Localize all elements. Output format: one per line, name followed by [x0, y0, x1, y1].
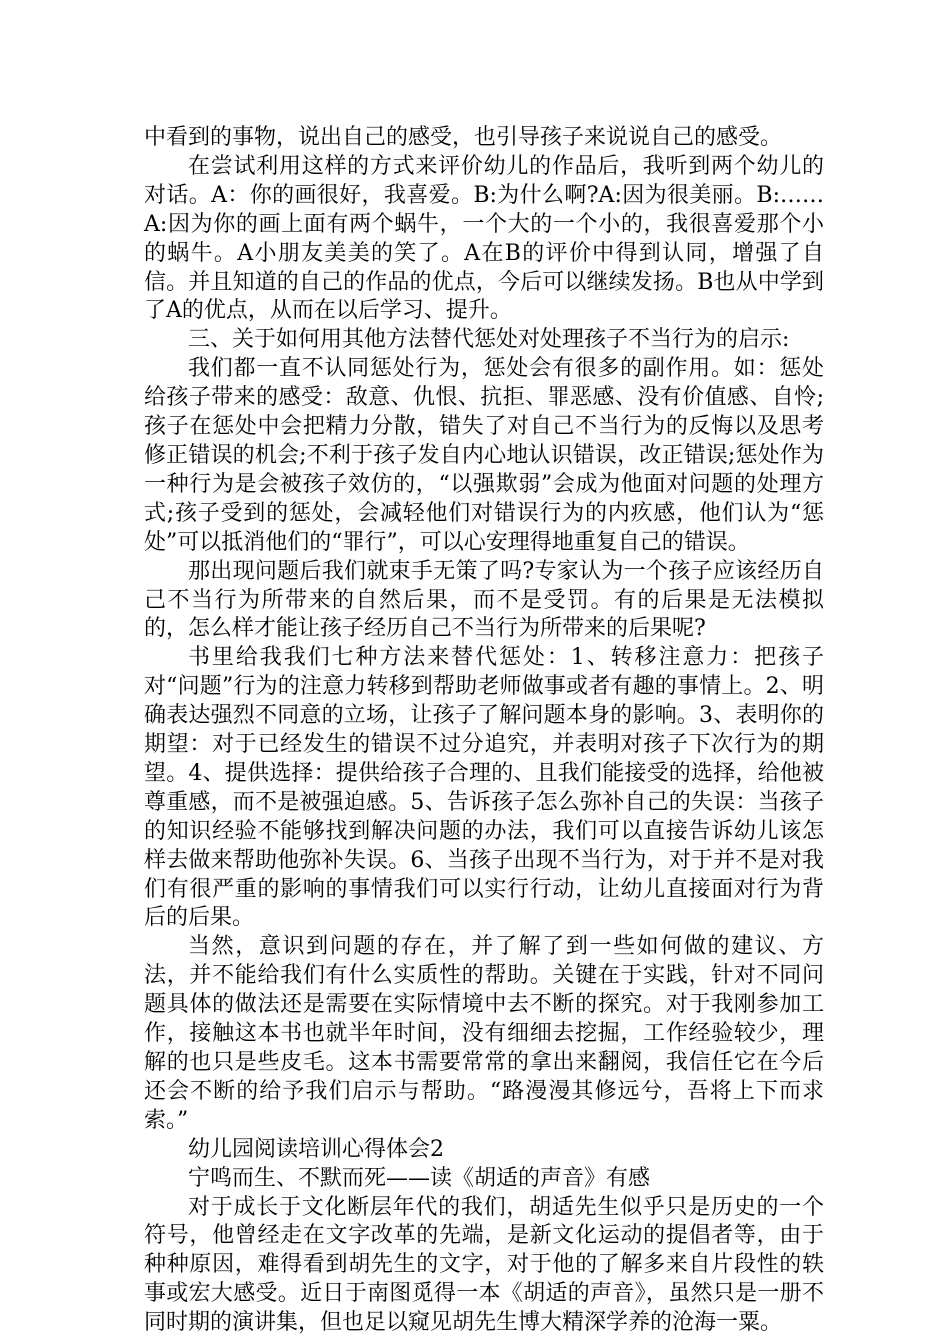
paragraph-punishment-effects: 我们都一直不认同惩处行为，惩处会有很多的副作用。如：惩处给孩子带来的感受：敌意、仇恨、抗拒、罪恶感、没有价值感、自怜;孩子在惩处中会把精力分散，错失了对自己不当行为的反悔以及思考修正错误的机会;不利于孩子发自内心地认识错误，改正错误;惩处作为一种行为是会被孩子效仿的，“以强欺弱”会成为他面对问题的处理方式;孩子受到的惩处，会减轻他们对错误行为的内疚感，他们认为“惩处”可以抵消他们的“罪行”，可以心安理得地重复自己的错误。 — [144, 356, 824, 555]
paragraph-natural-consequences: 那出现问题后我们就束手无策了吗?专家认为一个孩子应该经历自己不当行为所带来的自然后果，而不是受罚。有的后果是无法模拟的，怎么样才能让孩子经历自己不当行为所带来的后果呢? — [144, 558, 824, 642]
essay-subtitle-hushi: 宁鸣而生、不默而死——读《胡适的声音》有感 — [188, 1165, 651, 1191]
paragraph-seven-methods: 书里给我我们七种方法来替代惩处：1、转移注意力：把孩子对“问题”行为的注意力转移到帮助老师做事或者有趣的事情上。2、明确表达强烈不同意的立场，让孩子了解问题本身的影响。3、表明你的期望：对于已经发生的错误不过分追究，并表明对孩子下次行为的期望。4、提供选择：提供给孩子合理的、且我们能接受的选择，给他被尊重感，而不是被强迫感。5、告诉孩子怎么弥补自己的失误：当孩子的知识经验不能够找到解决问题的办法，我们可以直接告诉幼儿该怎样去做来帮助他弥补失误。6、当孩子出现不当行为，对于并不是对我们有很严重的影响的事情我们可以实行行动，让幼儿直接面对行为背后的后果。 — [144, 645, 824, 931]
paragraph-conclusion: 当然，意识到问题的存在，并了解了到一些如何做的建议、方法，并不能给我们有什么实质性的帮助。关键在于实践，针对不同问题具体的做法还是需要在实际情境中去不断的探究。对于我刚参加工作，接触这本书也就半年时间，没有细细去挖掘，工作经验较少，理解的也只是些皮毛。这本书需要常常的拿出来翻阅，我信任它在今后还会不断的给予我们启示与帮助。“路漫漫其修远兮，吾将上下而求索。” — [144, 934, 824, 1133]
paragraph-hushi-intro: 对于成长于文化断层年代的我们，胡适先生似乎只是历史的一个符号，他曾经走在文字改革的先端，是新文化运动的提倡者等，由于种种原因，难得看到胡先生的文字，对于他的了解多来自片段性的轶事或宏大感受。近日于南图觅得一本《胡适的声音》，虽然只是一册不同时期的演讲集，但也足以窥见胡先生博大精深学养的沧海一粟。 — [144, 1194, 824, 1336]
paragraph-continuation: 中看到的事物，说出自己的感受，也引导孩子来说说自己的感受。 — [144, 125, 783, 150]
paragraph-dialogue: 在尝试利用这样的方式来评价幼儿的作品后，我听到两个幼儿的对话。A：你的画很好，我喜爱。B:为什么啊?A:因为很美丽。B:……A:因为你的画上面有两个蜗牛，一个大的一个小的，我很喜爱那个小的蜗牛。A小朋友美美的笑了。A在B的评价中得到认同，增强了自信。并且知道的自己的作品的优点，今后可以继续发扬。B也从中学到了A的优点，从而在以后学习、提升。 — [144, 153, 824, 324]
essay-title-2: 幼儿园阅读培训心得体会2 — [188, 1136, 444, 1162]
section-heading-punishment: 三、关于如何用其他方法替代惩处对处理孩子不当行为的启示: — [188, 327, 790, 353]
document-body — [144, 124, 824, 1338]
